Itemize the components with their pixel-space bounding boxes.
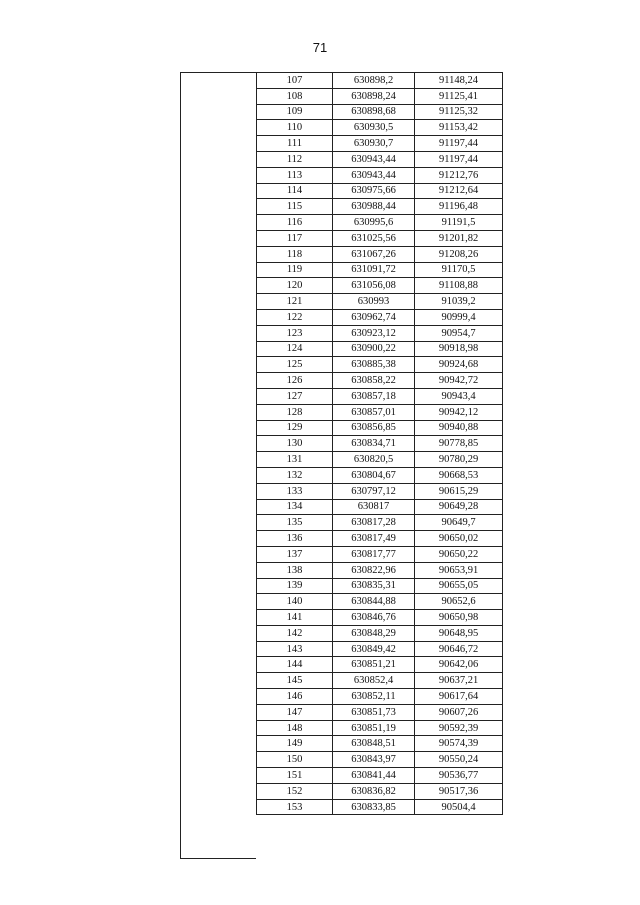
table-row — [257, 752, 503, 768]
table-row — [257, 657, 503, 673]
table-row — [257, 562, 503, 578]
point-number-cell: 135 — [257, 515, 333, 531]
point-number-cell: 151 — [257, 768, 333, 784]
x-coordinate-cell: 630930,7 — [333, 136, 415, 152]
x-coordinate-cell: 630849,42 — [333, 641, 415, 657]
x-coordinate-cell: 630851,73 — [333, 704, 415, 720]
y-coordinate-cell: 90550,24 — [415, 752, 503, 768]
x-coordinate-cell: 630846,76 — [333, 610, 415, 626]
x-coordinate-cell: 630857,18 — [333, 388, 415, 404]
point-number-cell: 114 — [257, 183, 333, 199]
y-coordinate-cell: 91170,5 — [415, 262, 503, 278]
y-coordinate-cell: 91197,44 — [415, 136, 503, 152]
y-coordinate-cell: 90650,98 — [415, 610, 503, 626]
table-row — [257, 689, 503, 705]
point-number-cell: 120 — [257, 278, 333, 294]
point-number-cell: 111 — [257, 136, 333, 152]
y-coordinate-cell: 91196,48 — [415, 199, 503, 215]
y-coordinate-cell: 90650,22 — [415, 546, 503, 562]
table-row — [257, 246, 503, 262]
x-coordinate-cell: 630804,67 — [333, 467, 415, 483]
x-coordinate-cell: 630848,51 — [333, 736, 415, 752]
point-number-cell: 128 — [257, 404, 333, 420]
point-number-cell: 146 — [257, 689, 333, 705]
point-number-cell: 121 — [257, 294, 333, 310]
table-row — [257, 720, 503, 736]
y-coordinate-cell: 90668,53 — [415, 467, 503, 483]
x-coordinate-cell: 630833,85 — [333, 799, 415, 815]
table-row — [257, 404, 503, 420]
y-coordinate-cell: 90504,4 — [415, 799, 503, 815]
table-row — [257, 325, 503, 341]
point-number-cell: 148 — [257, 720, 333, 736]
point-number-cell: 140 — [257, 594, 333, 610]
point-number-cell: 150 — [257, 752, 333, 768]
point-number-cell: 124 — [257, 341, 333, 357]
point-number-cell: 147 — [257, 704, 333, 720]
table-row — [257, 373, 503, 389]
point-number-cell: 126 — [257, 373, 333, 389]
y-coordinate-cell: 91212,64 — [415, 183, 503, 199]
y-coordinate-cell: 90574,39 — [415, 736, 503, 752]
x-coordinate-cell: 630836,82 — [333, 783, 415, 799]
y-coordinate-cell: 91208,26 — [415, 246, 503, 262]
x-coordinate-cell: 630885,38 — [333, 357, 415, 373]
point-number-cell: 108 — [257, 88, 333, 104]
table-row — [257, 783, 503, 799]
x-coordinate-cell: 630898,24 — [333, 88, 415, 104]
table-row — [257, 262, 503, 278]
x-coordinate-cell: 630851,19 — [333, 720, 415, 736]
table-row — [257, 546, 503, 562]
point-number-cell: 122 — [257, 309, 333, 325]
point-number-cell: 113 — [257, 167, 333, 183]
y-coordinate-cell: 90607,26 — [415, 704, 503, 720]
point-number-cell: 142 — [257, 625, 333, 641]
point-number-cell: 130 — [257, 436, 333, 452]
x-coordinate-cell: 630943,44 — [333, 151, 415, 167]
table-row — [257, 420, 503, 436]
table-row — [257, 736, 503, 752]
y-coordinate-cell: 91148,24 — [415, 73, 503, 89]
point-number-cell: 109 — [257, 104, 333, 120]
y-coordinate-cell: 90918,98 — [415, 341, 503, 357]
y-coordinate-cell: 90642,06 — [415, 657, 503, 673]
point-number-cell: 144 — [257, 657, 333, 673]
point-number-cell: 149 — [257, 736, 333, 752]
y-coordinate-cell: 90517,36 — [415, 783, 503, 799]
x-coordinate-cell: 630817,49 — [333, 531, 415, 547]
table-row — [257, 483, 503, 499]
point-number-cell: 141 — [257, 610, 333, 626]
table-row — [257, 704, 503, 720]
y-coordinate-cell: 90653,91 — [415, 562, 503, 578]
x-coordinate-cell: 630962,74 — [333, 309, 415, 325]
x-coordinate-cell: 630898,68 — [333, 104, 415, 120]
table-row — [257, 215, 503, 231]
y-coordinate-cell: 90648,95 — [415, 625, 503, 641]
table-row — [257, 594, 503, 610]
table-row — [257, 452, 503, 468]
table-row — [257, 388, 503, 404]
x-coordinate-cell: 630923,12 — [333, 325, 415, 341]
x-coordinate-cell: 630975,66 — [333, 183, 415, 199]
point-number-cell: 129 — [257, 420, 333, 436]
table-row — [257, 610, 503, 626]
point-number-cell: 136 — [257, 531, 333, 547]
x-coordinate-cell: 630841,44 — [333, 768, 415, 784]
y-coordinate-cell: 90940,88 — [415, 420, 503, 436]
y-coordinate-cell: 90942,72 — [415, 373, 503, 389]
point-number-cell: 125 — [257, 357, 333, 373]
x-coordinate-cell: 630851,21 — [333, 657, 415, 673]
point-number-cell: 134 — [257, 499, 333, 515]
table-row — [257, 294, 503, 310]
y-coordinate-cell: 90943,4 — [415, 388, 503, 404]
x-coordinate-cell: 630817,28 — [333, 515, 415, 531]
table-row — [257, 436, 503, 452]
table-row — [257, 230, 503, 246]
point-number-cell: 152 — [257, 783, 333, 799]
y-coordinate-cell: 91201,82 — [415, 230, 503, 246]
table-row — [257, 515, 503, 531]
x-coordinate-cell: 630943,44 — [333, 167, 415, 183]
table-row — [257, 88, 503, 104]
table-row — [257, 183, 503, 199]
x-coordinate-cell: 630820,5 — [333, 452, 415, 468]
y-coordinate-cell: 90778,85 — [415, 436, 503, 452]
x-coordinate-cell: 630822,96 — [333, 562, 415, 578]
table-row — [257, 309, 503, 325]
table-row — [257, 341, 503, 357]
table-row — [257, 578, 503, 594]
point-number-cell: 132 — [257, 467, 333, 483]
point-number-cell: 145 — [257, 673, 333, 689]
x-coordinate-cell: 630988,44 — [333, 199, 415, 215]
y-coordinate-cell: 90924,68 — [415, 357, 503, 373]
y-coordinate-cell: 90536,77 — [415, 768, 503, 784]
x-coordinate-cell: 630817,77 — [333, 546, 415, 562]
y-coordinate-cell: 90649,28 — [415, 499, 503, 515]
table-row — [257, 799, 503, 815]
x-coordinate-cell: 630817 — [333, 499, 415, 515]
y-coordinate-cell: 91153,42 — [415, 120, 503, 136]
table-row — [257, 151, 503, 167]
y-coordinate-cell: 90617,64 — [415, 689, 503, 705]
y-coordinate-cell: 91125,32 — [415, 104, 503, 120]
y-coordinate-cell: 91108,88 — [415, 278, 503, 294]
x-coordinate-cell: 630993 — [333, 294, 415, 310]
x-coordinate-cell: 630898,2 — [333, 73, 415, 89]
x-coordinate-cell: 631056,08 — [333, 278, 415, 294]
x-coordinate-cell: 630843,97 — [333, 752, 415, 768]
point-number-cell: 115 — [257, 199, 333, 215]
point-number-cell: 110 — [257, 120, 333, 136]
point-number-cell: 153 — [257, 799, 333, 815]
y-coordinate-cell: 90780,29 — [415, 452, 503, 468]
table-row — [257, 104, 503, 120]
page-number: 71 — [312, 40, 328, 55]
y-coordinate-cell: 91125,41 — [415, 88, 503, 104]
y-coordinate-cell: 90652,6 — [415, 594, 503, 610]
x-coordinate-cell: 630930,5 — [333, 120, 415, 136]
y-coordinate-cell: 90999,4 — [415, 309, 503, 325]
table-row — [257, 768, 503, 784]
table-row — [257, 625, 503, 641]
x-coordinate-cell: 630797,12 — [333, 483, 415, 499]
x-coordinate-cell: 630852,4 — [333, 673, 415, 689]
y-coordinate-cell: 90649,7 — [415, 515, 503, 531]
point-number-cell: 133 — [257, 483, 333, 499]
point-number-cell: 138 — [257, 562, 333, 578]
table-row — [257, 278, 503, 294]
table-row — [257, 199, 503, 215]
point-number-cell: 123 — [257, 325, 333, 341]
x-coordinate-cell: 630835,31 — [333, 578, 415, 594]
x-coordinate-cell: 630900,22 — [333, 341, 415, 357]
y-coordinate-cell: 91039,2 — [415, 294, 503, 310]
point-number-cell: 137 — [257, 546, 333, 562]
point-number-cell: 112 — [257, 151, 333, 167]
x-coordinate-cell: 631067,26 — [333, 246, 415, 262]
x-coordinate-cell: 631091,72 — [333, 262, 415, 278]
y-coordinate-cell: 90954,7 — [415, 325, 503, 341]
table-row — [257, 136, 503, 152]
y-coordinate-cell: 91197,44 — [415, 151, 503, 167]
coordinates-table — [256, 72, 503, 815]
y-coordinate-cell: 90637,21 — [415, 673, 503, 689]
y-coordinate-cell: 90655,05 — [415, 578, 503, 594]
x-coordinate-cell: 630848,29 — [333, 625, 415, 641]
y-coordinate-cell: 90592,39 — [415, 720, 503, 736]
point-number-cell: 116 — [257, 215, 333, 231]
point-number-cell: 107 — [257, 73, 333, 89]
y-coordinate-cell: 91212,76 — [415, 167, 503, 183]
x-coordinate-cell: 630856,85 — [333, 420, 415, 436]
y-coordinate-cell: 90650,02 — [415, 531, 503, 547]
table-row — [257, 467, 503, 483]
table-row — [257, 531, 503, 547]
merged-label-cell — [180, 72, 256, 859]
table-row — [257, 120, 503, 136]
x-coordinate-cell: 631025,56 — [333, 230, 415, 246]
y-coordinate-cell: 91191,5 — [415, 215, 503, 231]
table-row — [257, 499, 503, 515]
table-row — [257, 673, 503, 689]
table-row — [257, 73, 503, 89]
x-coordinate-cell: 630858,22 — [333, 373, 415, 389]
x-coordinate-cell: 630995,6 — [333, 215, 415, 231]
y-coordinate-cell: 90615,29 — [415, 483, 503, 499]
point-number-cell: 117 — [257, 230, 333, 246]
point-number-cell: 143 — [257, 641, 333, 657]
x-coordinate-cell: 630844,88 — [333, 594, 415, 610]
point-number-cell: 131 — [257, 452, 333, 468]
table-row — [257, 357, 503, 373]
y-coordinate-cell: 90942,12 — [415, 404, 503, 420]
x-coordinate-cell: 630857,01 — [333, 404, 415, 420]
x-coordinate-cell: 630834,71 — [333, 436, 415, 452]
table-row — [257, 641, 503, 657]
x-coordinate-cell: 630852,11 — [333, 689, 415, 705]
coordinates-table-body — [257, 73, 503, 815]
point-number-cell: 118 — [257, 246, 333, 262]
point-number-cell: 119 — [257, 262, 333, 278]
table-row — [257, 167, 503, 183]
y-coordinate-cell: 90646,72 — [415, 641, 503, 657]
point-number-cell: 139 — [257, 578, 333, 594]
point-number-cell: 127 — [257, 388, 333, 404]
